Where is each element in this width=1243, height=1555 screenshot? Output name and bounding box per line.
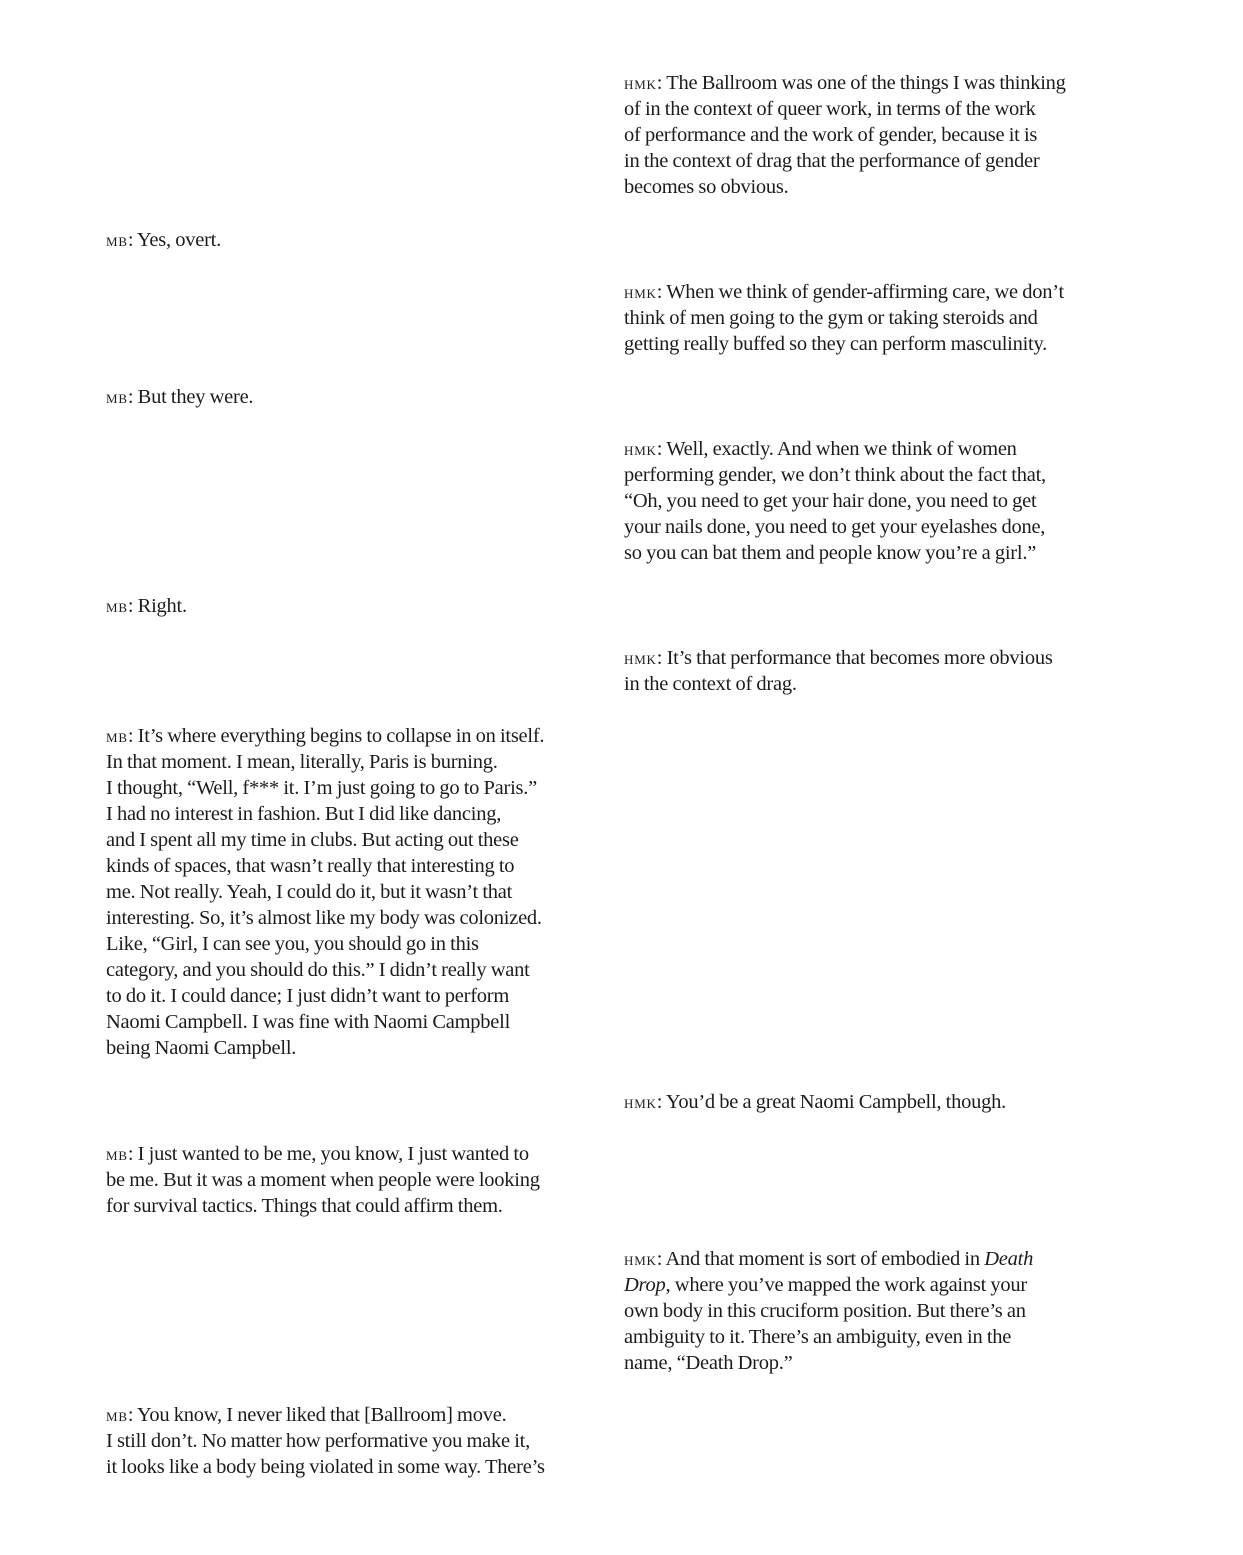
speaker-label: hmk <box>624 282 657 302</box>
turn-line: In that moment. I mean, literally, Paris is burning. <box>106 751 498 773</box>
speaker-label: hmk <box>624 648 657 668</box>
speaker-label: hmk <box>624 73 657 93</box>
turn-line: kinds of spaces, that wasn’t really that interesting to <box>106 855 515 877</box>
turn-line: category, and you should do this.” I didn’t really want <box>106 959 530 981</box>
dialogue-turn-mb <box>106 227 598 253</box>
turn-line: Naomi Campbell. I was fine with Naomi Campbell <box>106 1011 511 1033</box>
turn-line: and I spent all my time in clubs. But acting out these <box>106 829 519 851</box>
turn-line: mb: Yes, overt. <box>106 229 221 251</box>
turn-line: in the context of drag that the performance of gender <box>624 150 1040 172</box>
speaker-label: mb <box>106 230 128 250</box>
turn-line: interesting. So, it’s almost like my body was colonized. <box>106 907 542 929</box>
turn-line: Like, “Girl, I can see you, you should go in this <box>106 933 479 955</box>
speaker-label: mb <box>106 596 128 616</box>
turn-line: hmk: The Ballroom was one of the things I was thinking <box>624 72 1066 94</box>
speaker-label: hmk <box>624 1092 657 1112</box>
turn-line: be me. But it was a moment when people were looking <box>106 1169 540 1191</box>
turn-line: to do it. I could dance; I just didn’t want to perform <box>106 985 510 1007</box>
dialogue-turn-hmk <box>624 1089 1124 1115</box>
turn-line: “Oh, you need to get your hair done, you need to get <box>624 490 1037 512</box>
turn-line: your nails done, you need to get your eyelashes done, <box>624 516 1046 538</box>
dialogue-turn-mb <box>106 1141 598 1219</box>
dialogue-turn-hmk <box>624 645 1124 697</box>
speaker-label: mb <box>106 726 128 746</box>
speaker-label: hmk <box>624 1249 657 1269</box>
dialogue-turn-hmk <box>624 279 1124 357</box>
turn-line: so you can bat them and people know you’re a girl.” <box>624 542 1037 564</box>
speaker-label: mb <box>106 1144 128 1164</box>
turn-line: hmk: You’d be a great Naomi Campbell, though. <box>624 1091 1007 1113</box>
turn-line: mb: I just wanted to be me, you know, I just wanted to <box>106 1143 529 1165</box>
turn-line: mb: But they were. <box>106 386 254 408</box>
turn-line: think of men going to the gym or taking steroids and <box>624 307 1038 329</box>
turn-line: hmk: Well, exactly. And when we think of women <box>624 438 1017 460</box>
turn-line: own body in this cruciform position. But there’s an <box>624 1300 1026 1322</box>
turn-line: hmk: And that moment is sort of embodied in Death <box>624 1248 1034 1270</box>
speaker-label: mb <box>106 387 128 407</box>
turn-line: hmk: It’s that performance that becomes more obvious <box>624 647 1053 669</box>
dialogue-turn-mb <box>106 723 598 1061</box>
turn-line: ambiguity to it. There’s an ambiguity, even in the <box>624 1326 1012 1348</box>
turn-line: being Naomi Campbell. <box>106 1037 297 1059</box>
turn-line: of performance and the work of gender, because it is <box>624 124 1038 146</box>
dialogue-turn-hmk <box>624 70 1124 200</box>
turn-line: it looks like a body being violated in some way. There’s <box>106 1456 545 1478</box>
turn-line: becomes so obvious. <box>624 176 789 198</box>
artwork-title: Death <box>984 1248 1034 1270</box>
turn-line: I thought, “Well, f*** it. I’m just going to go to Paris.” <box>106 777 538 799</box>
dialogue-turn-mb <box>106 1402 598 1480</box>
dialogue-turn-hmk <box>624 436 1124 566</box>
dialogue-turn-mb <box>106 384 598 410</box>
turn-line: mb: Right. <box>106 595 187 617</box>
turn-line: Drop, where you’ve mapped the work against your <box>624 1274 1027 1296</box>
turn-line: in the context of drag. <box>624 673 797 695</box>
turn-line: of in the context of queer work, in terms of the work <box>624 98 1036 120</box>
speaker-label: mb <box>106 1405 128 1425</box>
dialogue-turn-hmk <box>624 1246 1124 1376</box>
turn-line: performing gender, we don’t think about the fact that, <box>624 464 1046 486</box>
turn-line: mb: It’s where everything begins to collapse in on itself. <box>106 725 545 747</box>
dialogue-turn-mb <box>106 593 598 619</box>
turn-line: mb: You know, I never liked that [Ballroom] move. <box>106 1404 507 1426</box>
artwork-title: Drop <box>624 1274 666 1296</box>
speaker-label: hmk <box>624 439 657 459</box>
turn-line: for survival tactics. Things that could affirm them. <box>106 1195 503 1217</box>
turn-line: I still don’t. No matter how performative you make it, <box>106 1430 530 1452</box>
turn-line: me. Not really. Yeah, I could do it, but it wasn’t that <box>106 881 513 903</box>
turn-line: I had no interest in fashion. But I did like dancing, <box>106 803 502 825</box>
turn-line: name, “Death Drop.” <box>624 1352 793 1374</box>
turn-line: getting really buffed so they can perform masculinity. <box>624 333 1048 355</box>
turn-line: hmk: When we think of gender-affirming care, we don’t <box>624 281 1064 303</box>
